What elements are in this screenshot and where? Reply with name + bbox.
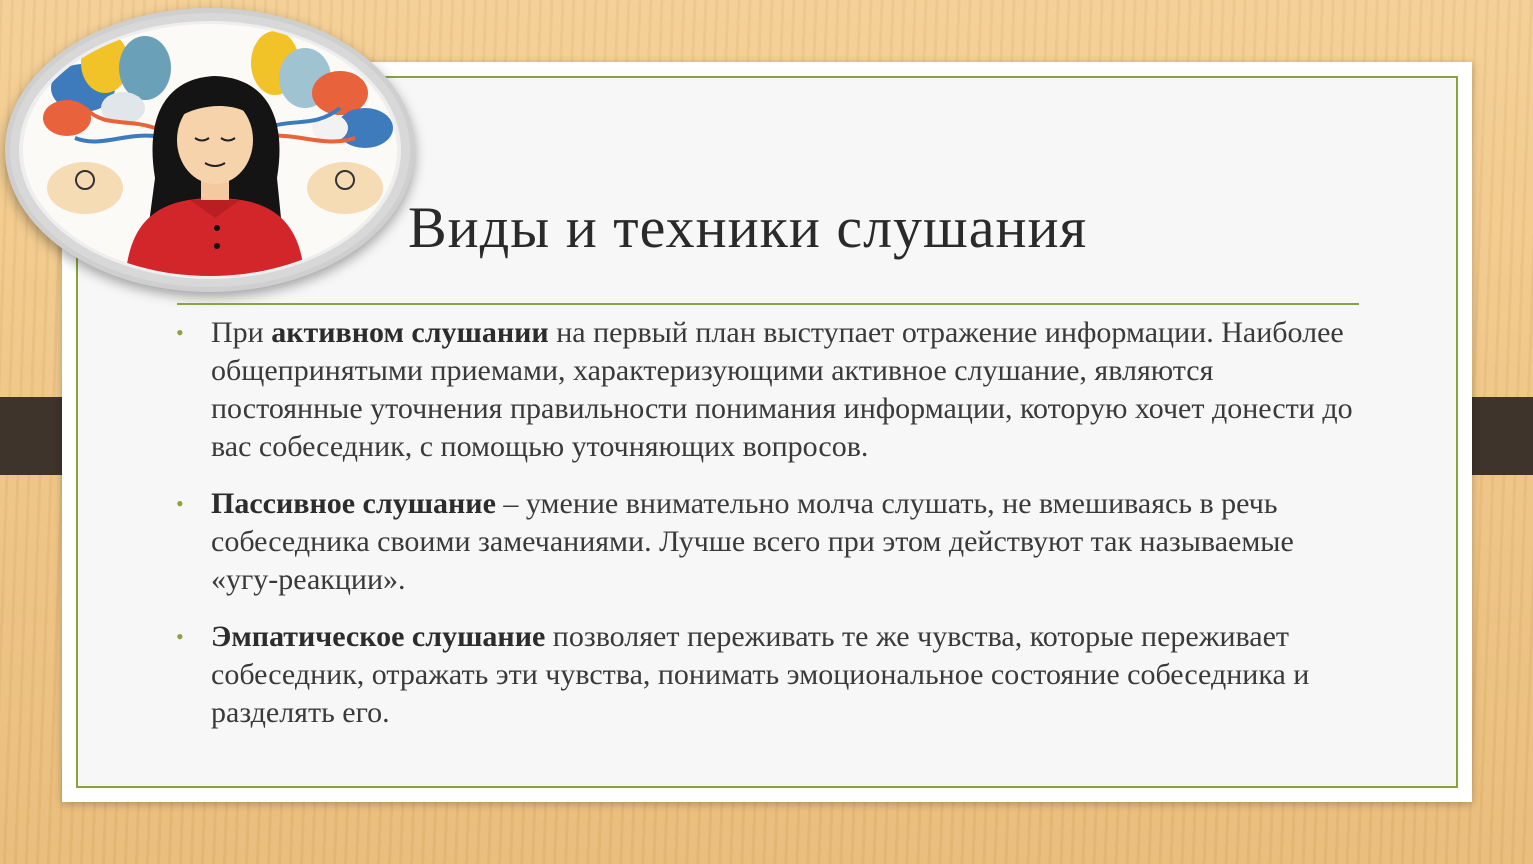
bullet-icon: •: [176, 491, 184, 516]
bullet-term: Эмпатическое слушание: [211, 620, 546, 653]
title-divider: [177, 303, 1359, 305]
bullet-text: – умение внимательно молча слушать, не вмешиваясь в речь собеседника своими замечаниями. Лучше всего при этом действуют так называемые «угу-реакции».: [211, 487, 1294, 596]
bullet-item-passive-listening: [176, 485, 1366, 599]
bullet-icon: •: [176, 320, 184, 345]
bullet-lead: При: [211, 316, 272, 349]
woman-listening-illustration: [5, 8, 415, 292]
bullet-text: позволяет переживать те же чувства, которые переживает собеседник, отражать эти чувства, понимать эмоциональное состояние собеседника и разделять его.: [211, 620, 1310, 729]
slide-title: Виды и техники слушания: [408, 195, 1088, 260]
bullet-icon: •: [176, 624, 184, 649]
bullet-term: активном слушании: [271, 316, 549, 349]
bullet-text: на первый план выступает отражение информации. Наиболее общепринятыми приемами, характеризующими активное слушание, являются постоянные уточнения правильности понимания информации, которую хочет донести до вас собеседник, с помощью уточняющих вопросов.: [211, 316, 1353, 463]
illustration-medallion: [5, 8, 415, 292]
bullet-item-active-listening: [176, 314, 1366, 466]
bullet-item-empathic-listening: [176, 618, 1366, 732]
bullet-list: [176, 314, 1366, 751]
bullet-term: Пассивное слушание: [211, 487, 496, 520]
